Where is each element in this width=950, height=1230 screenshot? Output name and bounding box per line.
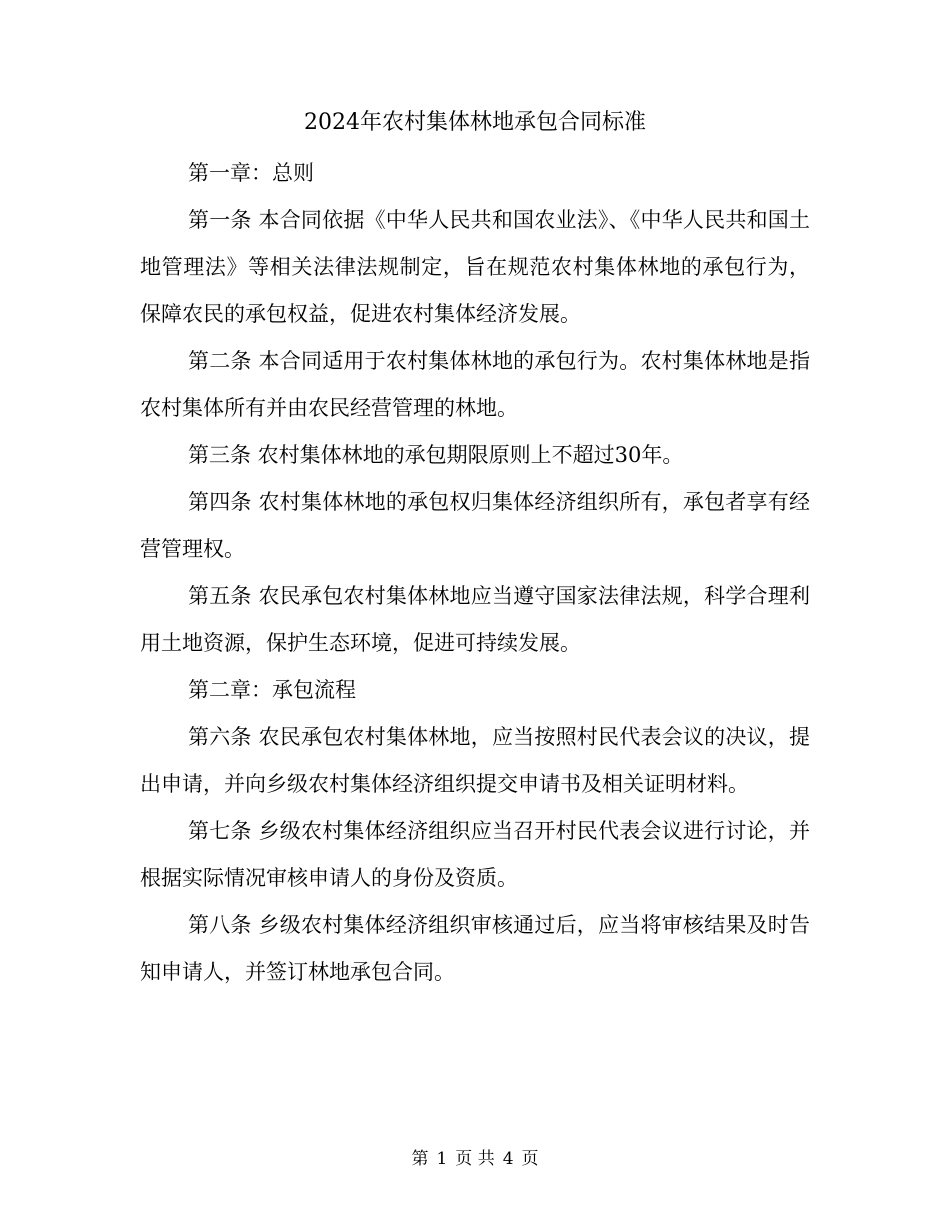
article-8: 第八条 乡级农村集体经济组织审核通过后，应当将审核结果及时告知申请人，并签订林地承包合同。 [140, 913, 810, 984]
article-3: 第三条 农村集体林地的承包期限原则上不超过30年。 [188, 443, 684, 467]
footer-current-page: 1 [436, 1149, 448, 1169]
article-4: 第四条 农村集体林地的承包权归集体经济组织所有，承包者享有经营管理权。 [140, 490, 810, 561]
article-1: 第一条 本合同依据《中华人民共和国农业法》、《中华人民共和国土地管理法》等相关法律法规制定，旨在规范农村集体林地的承包行为，保障农民的承包权益，促进农村集体经济发展。 [140, 208, 810, 326]
chapter-heading-2: 第二章：承包流程 [188, 678, 356, 702]
article-5: 第五条 农民承包农村集体林地应当遵守国家法律法规，科学合理利用土地资源，保护生态环境，促进可持续发展。 [140, 584, 810, 655]
article-7: 第七条 乡级农村集体经济组织应当召开村民代表会议进行讨论，并根据实际情况审核申请人的身份及资质。 [140, 819, 810, 890]
article-2: 第二条 本合同适用于农村集体林地的承包行为。农村集体林地是指农村集体所有并由农民经营管理的林地。 [140, 349, 810, 420]
footer-middle: 页 共 [455, 1149, 495, 1169]
article-6: 第六条 农民承包农村集体林地，应当按照村民代表会议的决议，提出申请，并向乡级农村集体经济组织提交申请书及相关证明材料。 [140, 725, 810, 796]
chapter-heading-1: 第一章：总则 [188, 161, 314, 185]
page-footer [0, 1146, 950, 1172]
document-title: 2024年农村集体林地承包合同标准 [304, 110, 646, 135]
footer-suffix: 页 [521, 1149, 539, 1169]
footer-total-pages: 4 [502, 1149, 514, 1169]
footer-prefix: 第 [411, 1149, 429, 1169]
document-body [140, 150, 810, 996]
